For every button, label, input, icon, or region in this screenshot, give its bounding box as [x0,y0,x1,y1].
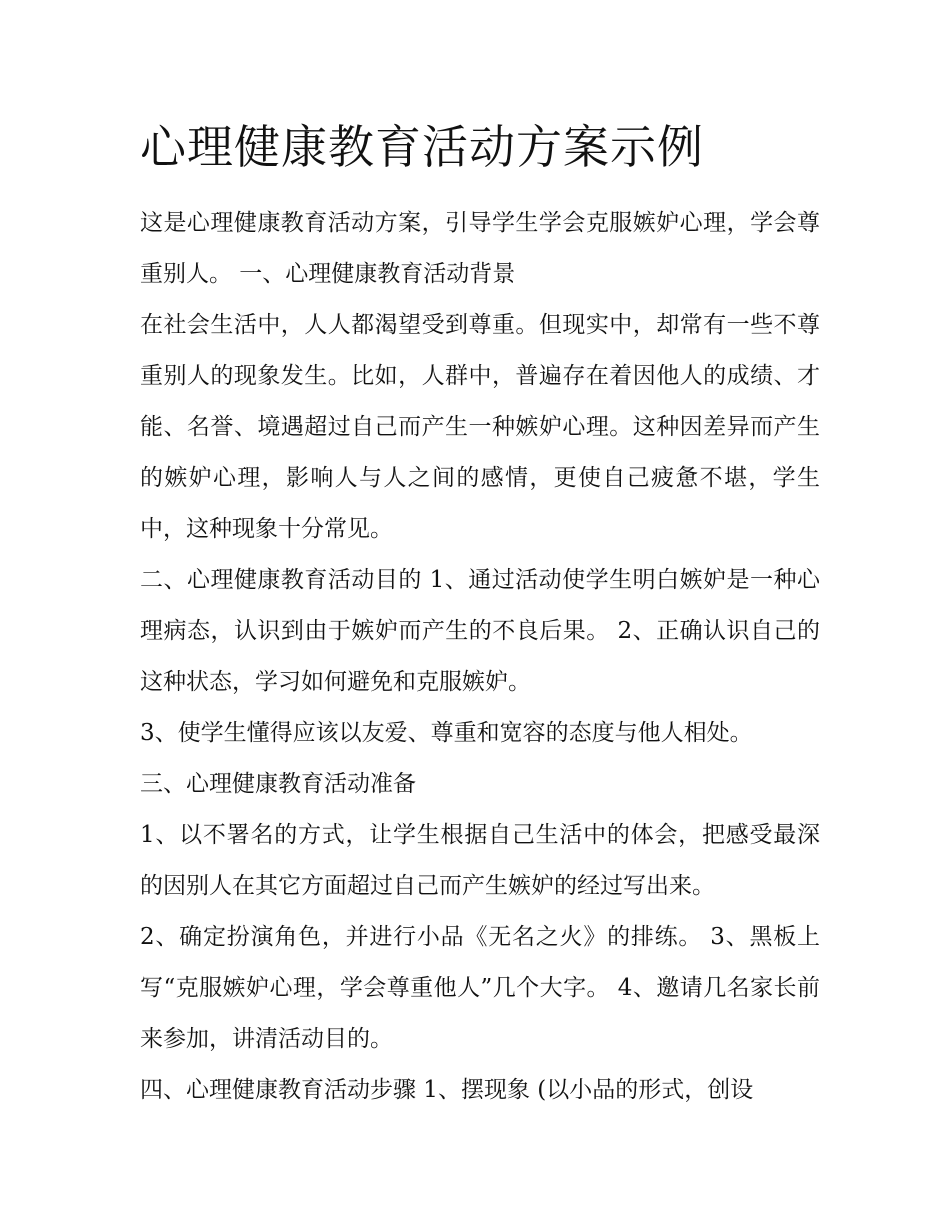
paragraph-steps: 四、心理健康教育活动步骤 1、摆现象 (以小品的形式，创设 [140,1077,754,1103]
document-page [140,110,820,1116]
document-title: 心理健康教育活动方案示例 [140,120,704,174]
paragraph-preparation-2-4: 2、确定扮演角色，并进行小品《无名之火》的排练。 3、黑板上写“克服嫉妒心理，学会尊重他人”几个大字。 4、邀请几名家长前来参加，讲清活动目的。 [140,924,820,1052]
paragraph-preparation-heading: 三、心理健康教育活动准备 [140,771,416,797]
paragraph-background: 在社会生活中，人人都渴望受到尊重。但现实中，却常有一些不尊重别人的现象发生。比如，人群中，普遍存在着因他人的成绩、才能、名誉、境遇超过自己而产生一种嫉妒心理。这种因差异而产生的嫉妒心理，影响人与人之间的感情，更使自己疲惫不堪，学生中，这种现象十分常见。 [140,312,820,542]
paragraph-intro: 这是心理健康教育活动方案，引导学生学会克服嫉妒心理，学会尊重别人。 一、心理健康教育活动背景 [140,210,820,287]
paragraph-preparation-1: 1、以不署名的方式，让学生根据自己生活中的体会，把感受最深的因别人在其它方面超过自己而产生嫉妒的经过写出来。 [140,822,820,899]
paragraph-goals: 二、心理健康教育活动目的 1、通过活动使学生明白嫉妒是一种心理病态，认识到由于嫉妒而产生的不良后果。 2、正确认识自己的这种状态，学习如何避免和克服嫉妒。 [140,567,820,695]
paragraph-goal-3: 3、使学生懂得应该以友爱、尊重和宽容的态度与他人相处。 [140,720,753,746]
